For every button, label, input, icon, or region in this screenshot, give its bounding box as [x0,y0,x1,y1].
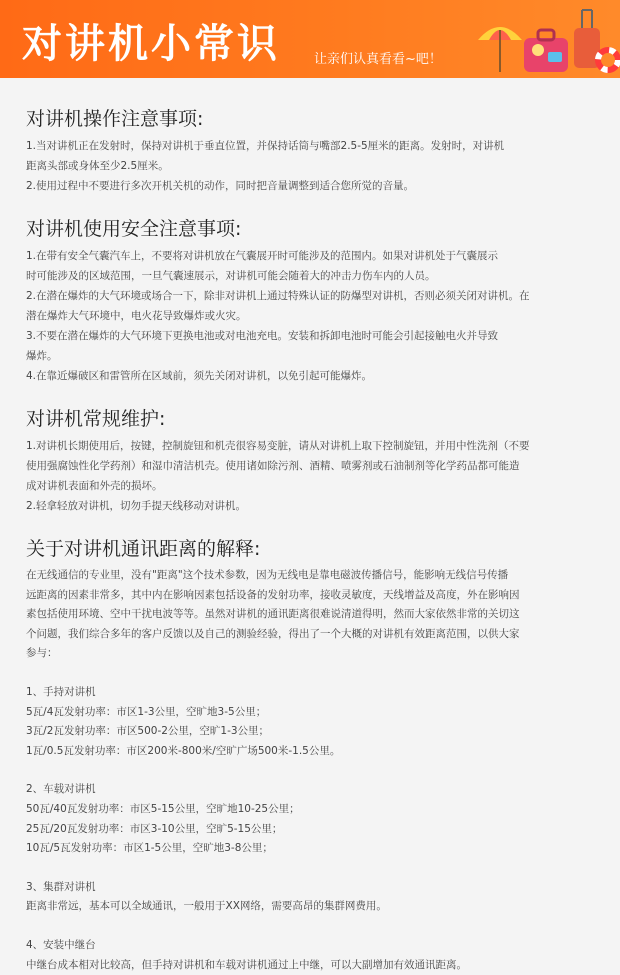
paragraph-line: 2.在潜在爆炸的大气环境或场合一下，除非对讲机上通过特殊认证的防爆型对讲机，否则必须关闭对讲机。在 [26,286,586,306]
paragraph-line: 远距离的因素非常多，其中内在影响因素包括设备的发射功率，接收灵敏度，天线增益及高度，外在影响因 [26,586,586,606]
banner-title: 对讲机小常识 [22,12,280,69]
paragraph-line: 3.不要在潜在爆炸的大气环境下更换电池或对电池充电。安装和拆卸电池时可能会引起接触电火并导致 [26,326,586,346]
paragraph-line: 素包括使用环境、空中干扰电波等等。虽然对讲机的通讯距离很难说清道得明，然而大家依然非常的关切这 [26,605,586,625]
paragraph-line: 1.在带有安全气囊汽车上，不要将对讲机放在气囊展开时可能涉及的范围内。如果对讲机处于气囊展示 [26,246,586,266]
paragraph-line: 1.对讲机长期使用后，按键，控制旋钮和机壳很容易变脏，请从对讲机上取下控制旋钮，并用中性洗剂（不要 [26,436,586,456]
paragraph-line: 2.轻拿轻放对讲机，切勿手提天线移动对讲机。 [26,496,586,516]
list-item: 50瓦/40瓦发射功率：市区5-15公里，空旷地10-25公里； [26,800,586,820]
paragraph-line: 1.当对讲机正在发射时，保持对讲机于垂直位置，并保持话筒与嘴部2.5-5厘米的距离。发射时，对讲机 [26,136,586,156]
spacer [26,917,620,936]
travel-decoration-icon [470,0,620,78]
paragraph-line: 参与： [26,644,586,664]
spacer [26,859,620,878]
list-heading: 4、安装中继台 [26,936,586,956]
paragraph-line: 使用强腐蚀性化学药剂）和湿巾清洁机壳。使用诸如除污剂、酒精、喷雾剂或石油制剂等化学药品都可能造 [26,456,586,476]
list-item: 5瓦/4瓦发射功率：市区1-3公里，空旷地3-5公里； [26,703,586,723]
list-item: 距离非常远，基本可以全域通讯，一般用于XX网络，需要高昂的集群网费用。 [26,897,586,917]
article-body [0,78,620,975]
section-heading: 对讲机使用安全注意事项: [26,216,620,242]
section-range-explanation [26,536,620,975]
section-heading: 对讲机操作注意事项: [26,106,620,132]
spacer [26,761,620,780]
section-heading: 关于对讲机通讯距离的解释: [26,536,620,562]
spacer [26,664,620,683]
paragraph-line: 时可能涉及的区域范围，一旦气囊速展示，对讲机可能会随着大的冲击力伤车内的人员。 [26,266,586,286]
list-item: 25瓦/20瓦发射功率：市区3-10公里，空旷5-15公里； [26,820,586,840]
section-operation-notes [26,106,620,196]
section-maintenance [26,406,620,516]
paragraph-line: 爆炸。 [26,346,586,366]
section-safety-notes [26,216,620,386]
paragraph-line: 距离头部或身体至少2.5厘米。 [26,156,586,176]
list-item: 10瓦/5瓦发射功率：市区1-5公里，空旷地3-8公里； [26,839,586,859]
paragraph-line: 2.使用过程中不要进行多次开机关机的动作，同时把音量调整到适合您所觉的音量。 [26,176,586,196]
banner-subtitle: 让亲们认真看看~吧！ [314,48,442,67]
list-item: 1瓦/0.5瓦发射功率：市区200米-800米/空旷广场500米-1.5公里。 [26,742,586,762]
list-heading: 3、集群对讲机 [26,878,586,898]
section-heading: 对讲机常规维护: [26,406,620,432]
list-item: 中继台成本相对比较高，但手持对讲机和车载对讲机通过上中继，可以大副增加有效通讯距离。 [26,956,586,975]
list-item: 3瓦/2瓦发射功率：市区500-2公里，空旷1-3公里； [26,722,586,742]
paragraph-line: 成对讲机表面和外壳的损坏。 [26,476,586,496]
paragraph-line: 4.在靠近爆破区和雷管所在区域前，须先关闭对讲机，以免引起可能爆炸。 [26,366,586,386]
paragraph-line: 个问题，我们综合多年的客户反馈以及自己的测验经验，得出了一个大概的对讲机有效距离范围，以供大家 [26,625,586,645]
list-heading: 1、手持对讲机 [26,683,586,703]
paragraph-line: 在无线通信的专业里，没有"距离"这个技术参数，因为无线电是靠电磁波传播信号，能影响无线信号传播 [26,566,586,586]
list-heading: 2、车载对讲机 [26,780,586,800]
header-banner [0,0,620,78]
paragraph-line: 潜在爆炸大气环境中，电火花导致爆炸或火灾。 [26,306,586,326]
